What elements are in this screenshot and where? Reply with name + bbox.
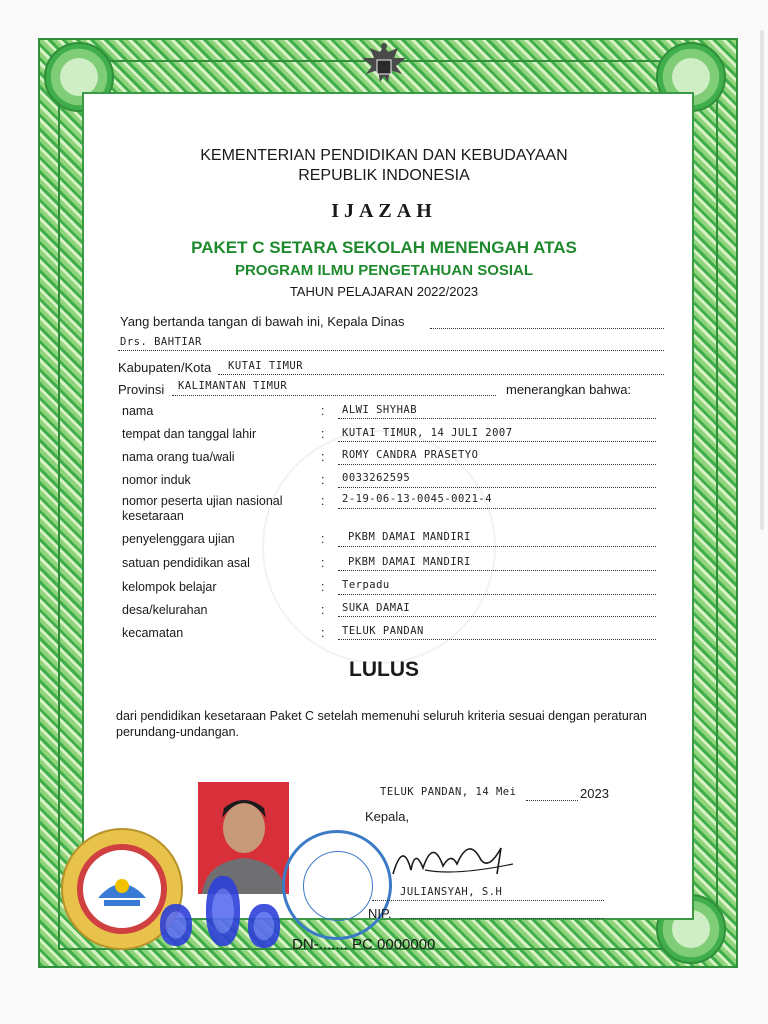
- field-label: desa/kelurahan: [122, 603, 208, 617]
- dotted-line: [338, 464, 656, 465]
- fingerprint-mark: [206, 876, 240, 946]
- intro-line: Yang bertanda tangan di bawah ini, Kepala Dinas: [120, 314, 405, 329]
- dotted-line: [400, 918, 604, 919]
- signatory-name: JULIANSYAH, S.H: [400, 886, 503, 898]
- dotted-line: [172, 395, 496, 396]
- place-date: TELUK PANDAN, 14 Mei: [380, 786, 517, 798]
- field-value: 2-19-06-13-0045-0021-4: [342, 493, 493, 505]
- field-colon: :: [321, 404, 325, 418]
- nip-label: NIP.: [368, 906, 392, 921]
- dotted-line: [338, 418, 656, 419]
- field-colon: :: [321, 580, 325, 594]
- dotted-line: [338, 570, 656, 571]
- field-value: Terpadu: [342, 579, 390, 591]
- dotted-line: [338, 594, 656, 595]
- dotted-line: [430, 328, 664, 329]
- dotted-line: [338, 441, 656, 442]
- serial-number: DN-....... PC 0000000: [292, 936, 436, 953]
- provinsi-label: Provinsi: [118, 382, 165, 397]
- field-colon: :: [321, 556, 325, 570]
- dotted-line: [118, 350, 664, 351]
- provinsi-value: KALIMANTAN TIMUR: [178, 380, 288, 392]
- scrollbar[interactable]: [760, 30, 764, 530]
- field-label: kelompok belajar: [122, 580, 217, 594]
- field-value: SUKA DAMAI: [342, 602, 411, 614]
- signature-title: Kepala,: [365, 809, 410, 824]
- kabupaten-label: Kabupaten/Kota: [118, 360, 212, 375]
- official-stamp: [282, 830, 392, 940]
- dotted-line: [218, 374, 664, 375]
- fingerprint-mark: [248, 904, 280, 948]
- field-label: nomor induk: [122, 473, 191, 487]
- garuda-crest-icon: [358, 40, 410, 90]
- field-label: kecamatan: [122, 626, 184, 640]
- stamp-inner-ring: [303, 851, 373, 921]
- field-label: tempat dan tanggal lahir: [122, 427, 257, 441]
- field-label-continued: kesetaraan: [122, 509, 184, 523]
- dotted-line: [338, 639, 656, 640]
- field-colon: :: [321, 626, 325, 640]
- student-portrait-icon: [198, 782, 289, 894]
- ministry-heading: [0, 146, 768, 186]
- signature-year: 2023: [580, 786, 609, 801]
- result-status: LULUS: [349, 658, 419, 681]
- document-title: IJAZAH: [331, 200, 437, 222]
- student-photo: [198, 782, 289, 894]
- ministry-line-2: REPUBLIK INDONESIA: [298, 167, 470, 184]
- menerangkan-text: menerangkan bahwa:: [506, 382, 632, 397]
- kabupaten-value: KUTAI TIMUR: [228, 360, 304, 372]
- field-label: nama orang tua/wali: [122, 450, 235, 464]
- field-colon: :: [321, 532, 325, 546]
- field-label: nomor peserta ujian nasional: [122, 494, 283, 508]
- field-value: 0033262595: [342, 472, 411, 484]
- dotted-line: [526, 800, 578, 801]
- dotted-line: [338, 546, 656, 547]
- field-label: penyelenggara ujian: [122, 532, 235, 546]
- result-description: dari pendidikan kesetaraan Paket C setelah memenuhi seluruh kriteria sesuai dengan peraturan perundang-undangan.: [116, 709, 647, 739]
- handwritten-signature: [385, 830, 525, 886]
- program-heading: PROGRAM ILMU PENGETAHUAN SOSIAL: [234, 262, 534, 279]
- field-value: PKBM DAMAI MANDIRI: [348, 556, 471, 568]
- field-value: ALWI SHYHAB: [342, 404, 418, 416]
- field-label: satuan pendidikan asal: [122, 556, 250, 570]
- academic-year: TAHUN PELAJARAN 2022/2023: [289, 284, 479, 299]
- paket-heading: PAKET C SETARA SEKOLAH MENENGAH ATAS: [191, 238, 577, 257]
- field-colon: :: [321, 603, 325, 617]
- fingerprint-mark: [160, 904, 192, 946]
- field-colon: :: [321, 427, 325, 441]
- field-label: nama: [122, 404, 154, 418]
- dotted-line: [338, 508, 656, 509]
- field-value: TELUK PANDAN: [342, 625, 424, 637]
- dotted-line: [372, 900, 604, 901]
- field-value: KUTAI TIMUR, 14 JULI 2007: [342, 427, 513, 439]
- field-value: ROMY CANDRA PRASETYO: [342, 449, 479, 461]
- dotted-line: [338, 616, 656, 617]
- field-colon: :: [321, 450, 325, 464]
- field-colon: :: [321, 494, 325, 508]
- kepala-dinas-name: Drs. BAHTIAR: [120, 336, 202, 348]
- dotted-line: [338, 487, 656, 488]
- field-colon: :: [321, 473, 325, 487]
- ministry-line-1: KEMENTERIAN PENDIDIKAN DAN KEBUDAYAAN: [200, 147, 568, 164]
- field-value: PKBM DAMAI MANDIRI: [348, 531, 471, 543]
